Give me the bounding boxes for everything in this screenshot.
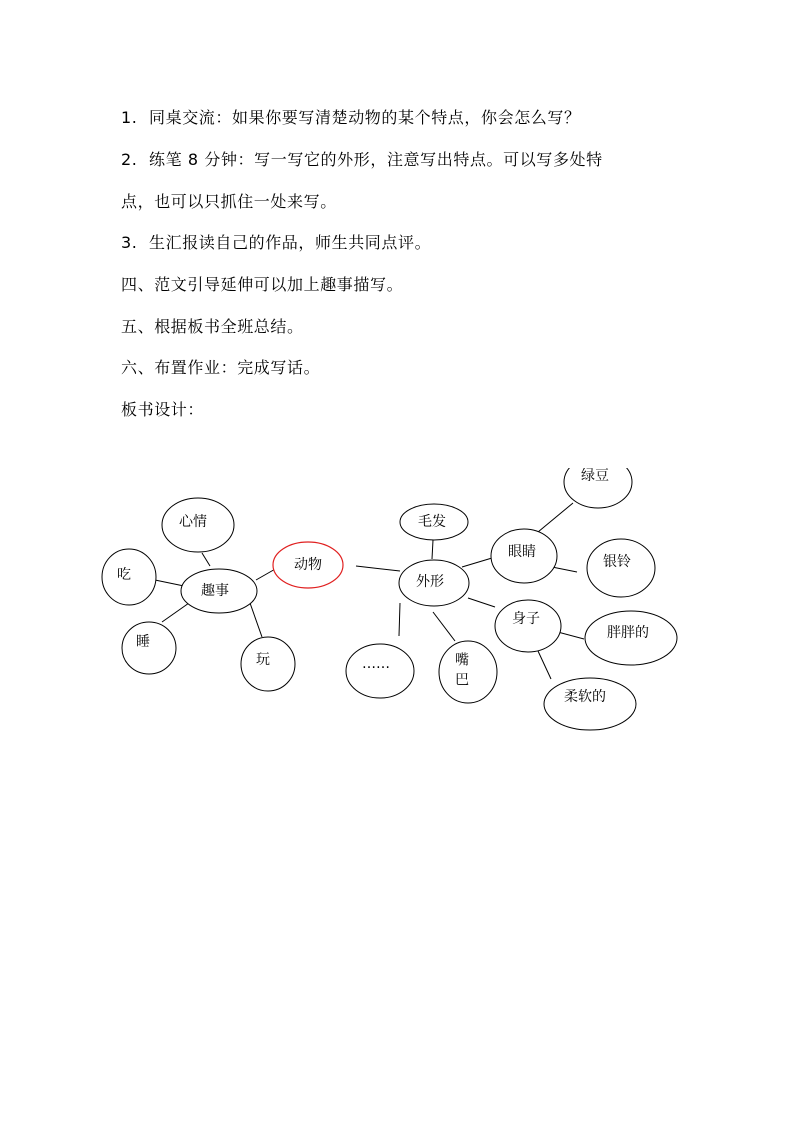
node-label: 毛发	[418, 514, 446, 530]
node-label: 身子	[512, 611, 540, 627]
hub-node-label: 外形	[416, 574, 444, 590]
node-label: 吃	[117, 567, 131, 583]
node-label: 心情	[179, 514, 207, 530]
node-label: 绿豆	[581, 468, 609, 484]
connector-line	[202, 553, 210, 566]
connector-line	[538, 503, 573, 532]
step-four: 四、范文引导延伸可以加上趣事描写。	[121, 275, 404, 294]
connector-line	[468, 598, 495, 607]
node-label: 柔软的	[564, 689, 606, 705]
connector-line	[162, 603, 189, 622]
connector-line	[432, 540, 433, 559]
step-five: 五、根据板书全班总结。	[121, 317, 304, 336]
item-text: 点，也可以只抓住一处来写。	[121, 192, 337, 211]
node-label: 胖胖的	[607, 625, 649, 641]
connector-line	[433, 612, 455, 641]
item-text: 同桌交流：如果你要写清楚动物的某个特点，你会怎么写？	[149, 108, 581, 127]
node-label: 眼睛	[508, 544, 536, 560]
node-label: 嘴巴	[453, 652, 469, 692]
node-label: 睡	[136, 634, 150, 650]
center-node-label: 动物	[294, 557, 322, 573]
step-six: 六、布置作业：完成写话。	[121, 358, 321, 377]
connector-line	[552, 567, 577, 572]
connector-line	[462, 558, 492, 567]
item-text: 生汇报读自己的作品，师生共同点评。	[149, 233, 432, 252]
board-design-title: 板书设计：	[121, 400, 205, 419]
node-label: 玩	[256, 652, 270, 668]
connector-line	[538, 651, 551, 679]
item-number: 1.	[121, 108, 138, 127]
node-label: ……	[362, 656, 390, 672]
clip-mask	[540, 440, 660, 468]
item-number: 3.	[121, 233, 138, 252]
node-label: 银铃	[603, 554, 631, 570]
connector-line	[155, 580, 184, 586]
connector-line	[250, 603, 262, 637]
hub-node-label: 趣事	[201, 583, 229, 599]
connector-line	[399, 603, 400, 636]
item-number: 2.	[121, 150, 138, 169]
item-text: 练笔 8 分钟：写一写它的外形，注意写出特点。可以写多处特	[149, 150, 603, 169]
connector-line	[356, 566, 400, 571]
